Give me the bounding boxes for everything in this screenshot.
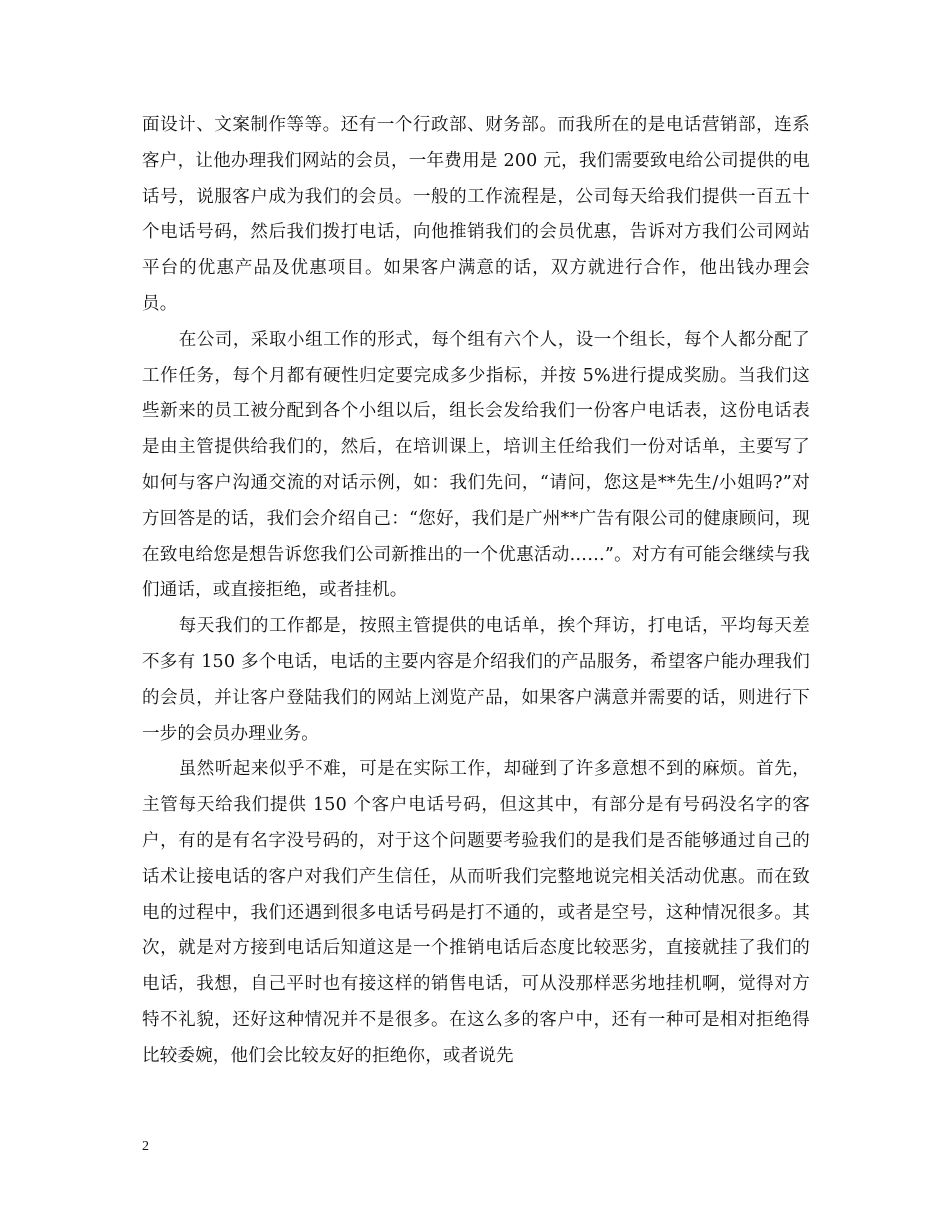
paragraph-1: 面设计、文案制作等等。还有一个行政部、财务部。而我所在的是电话营销部，连系客户，让他办理我们网站的会员，一年费用是 200 元，我们需要致电给公司提供的电话号，说服客户成为我们的会员。一般的工作流程是，公司每天给我们提供一百五十个电话号码，然后我们拨打电话，向他推销我们的会员优惠，告诉对方我们公司网站平台的优惠产品及优惠项目。如果客户满意的话，双方就进行合作，他出钱办理会员。 (142, 115, 810, 314)
page-number: 2 (142, 1139, 149, 1154)
paragraph-3: 每天我们的工作都是，按照主管提供的电话单，挨个拜访，打电话，平均每天差不多有 150 多个电话，电话的主要内容是介绍我们的产品服务，希望客户能办理我们的会员，并让客户登陆我们的网站上浏览产品，如果客户满意并需要的话，则进行下一步的会员办理业务。 (142, 616, 810, 744)
body-text (142, 108, 810, 1075)
paragraph-4: 虽然听起来似乎不难，可是在实际工作，却碰到了许多意想不到的麻烦。首先，主管每天给我们提供 150 个客户电话号码，但这其中，有部分是有号码没名字的客户，有的是有名字没号码的，对于这个问题要考验我们的是我们是否能够通过自己的话术让接电话的客户对我们产生信任，从而听我们完整地说完相关活动优惠。而在致电的过程中，我们还遇到很多电话号码是打不通的，或者是空号，这种情况很多。其次，就是对方接到电话后知道这是一个推销电话后态度比较恶劣，直接就挂了我们的电话，我想，自己平时也有接这样的销售电话，可从没那样恶劣地挂机啊，觉得对方特不礼貌，还好这种情况并不是很多。在这么多的客户中，还有一种可是相对拒绝得比较委婉，他们会比较友好的拒绝你，或者说先 (142, 759, 810, 1066)
paragraph-2: 在公司，采取小组工作的形式，每个组有六个人，设一个组长，每个人都分配了工作任务，每个月都有硬性归定要完成多少指标，并按 5%进行提成奖励。当我们这些新来的员工被分配到各个小组以后，组长会发给我们一份客户电话表，这份电话表是由主管提供给我们的，然后，在培训课上，培训主任给我们一份对话单，主要写了如何与客户沟通交流的对话示例，如：我们先问，“请问，您这是**先生/小姐吗?”对方回答是的话，我们会介绍自己：“您好，我们是广州**广告有限公司的健康顾问，现在致电给您是想告诉您我们公司新推出的一个优惠活动……”。对方有可能会继续与我们通话，或直接拒绝，或者挂机。 (142, 329, 810, 601)
